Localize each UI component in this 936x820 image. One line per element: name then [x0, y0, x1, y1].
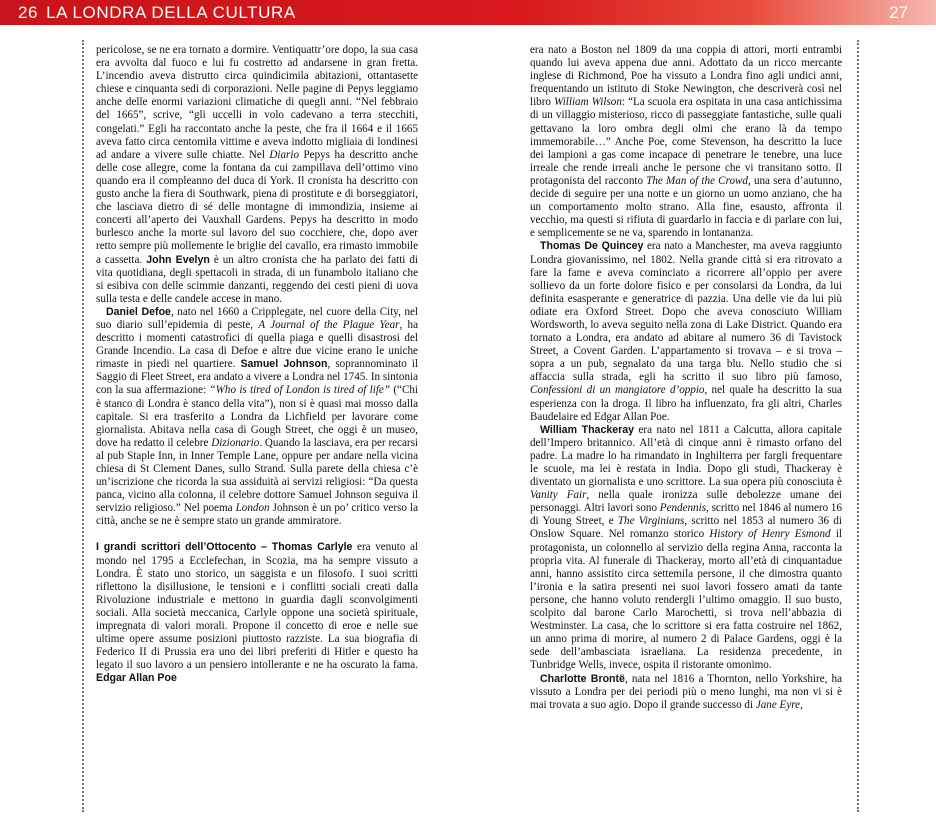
text-run: è un altro cronista che ha parlato dei fatti di vita quotidiana, degli spettacoli in strada, di un funambolo italiano che si esibiva con delle scimmie danzanti, reggendo dei cesti pieni di uova sulla testa e delle candele accese in mano. — [96, 253, 419, 305]
text-run: , nata nel 1816 a Thornton, nello Yorkshire, ha vissuto a Londra per dei periodi più o meno lunghi, ma non vi si è mai trovata a suo agio. Dopo il grande successo di — [530, 672, 843, 711]
author-name-bold: Charlotte Brontë — [540, 672, 625, 685]
paragraph-de-quincey — [530, 240, 842, 423]
italic-title: William Wilson — [554, 96, 622, 109]
text-run: era venuto al mondo nel 1795 a Ecclefechan, in Scozia, ma ha sempre vissuto a Londra. È stato uno storico, un saggista e un filosofo. I suoi scritti riflettono la disillusione, le tensioni e i conflitti sociali creati dalla Rivoluzione industriale e mettono in guardia dagli sconvolgimenti sociali. Alla società meccanica, Carlyle oppone una società spirituale, impregnata di valori morali. Propone il concetto di eroe e nelle sue ultime opere assume posizioni piuttosto razziste. La sua biografia di Federico II di Prussia era uno dei libri preferiti di Hitler e questo ha legato il suo lavoro a un pensiero intollerante e ne ha oscurato la fama. — [96, 541, 418, 672]
paragraph-carlyle — [96, 541, 418, 685]
paragraph-bronte — [530, 673, 842, 712]
italic-quote: “Who is tired of London is tired of life” — [209, 384, 391, 397]
paragraph-defoe-johnson — [96, 306, 418, 529]
header-bar — [0, 0, 936, 25]
italic-title: London — [235, 502, 270, 515]
italic-title: History of Henry Esmond — [709, 528, 831, 541]
text-run: , scritto nel 1846 al numero 16 di Young Street, e — [530, 502, 842, 528]
text-run: era nato a Manchester, ma aveva raggiunto Londra giovanissimo, nel 1802. Nella grande città si era ritrovato a fare la fame e aveva cominciato a ricorrere all’oppio per avere sollievo da un forte dolore fisico e per consolarsi da Londra, da lui definita esasperante e generatrice di pazzia. Una delle vie da lui più odiate era Oxford Street. Dopo che aveva conosciuto William Wordsworth, lo aveva seguito nella zona di Lake District. Quando era tornato a Londra, era andato ad abitare al numero 36 di Tavistock Street, a Covent Garden. L’appartamento si trovava – e si trova – sopra a un pub, segnalato da una targa blu. Nello studio che si affaccia sulla strada, egli ha scritto il suo libro più famoso, — [530, 240, 842, 384]
author-name-bold: Samuel Johnson — [240, 358, 328, 371]
text-run: il protagonista, un colonnello al servizio della regina Anna, racconta la propria vita. Al funerale di Thackeray, morto all’età di cinquantadue anni, hanno assistito circa settemila persone, il che dimostra quanto l’ironia e la satira presenti nei suoi lavori fossero amati da tante persone, che hanno voluto rendergli l’ultimo omaggio. Il suo busto, scolpito dal barone Carlo Marochetti, si trova nell’abbazia di Westminster. La casa, che lo scrittore si era fatta costruire nel 1862, un anno prima di morire, al numero 2 di Palace Gardens, oggi è la sede dell’ambasciata israeliana. La residenza precedente, in Tunbridge Wells, invece, ospita il ristorante omonimo. — [530, 528, 842, 672]
text-run: , una sera d’autunno, decide di seguire per una notte e un giorno un uomo anziano, che ha un comportamento molto strano. Alla fine, esausto, affronta il vecchio, ma questi si rifiuta di guardarlo in faccia e di parlare con lui, e semplicemente se ne va, sparendo in lontananza. — [530, 174, 842, 240]
author-name-bold: Daniel Defoe — [106, 305, 171, 318]
left-running-head — [18, 3, 296, 23]
text-run: era nato a Boston nel 1809 da una coppia di attori, morti entrambi quando lui aveva appena due anni. Adottato da un ricco mercante inglese di Richmond, Poe ha vissuto a Londra fino agli undici anni, frequentando un istituto di Stoke Newington, che descriverà così nel libro — [530, 44, 842, 109]
italic-title: Dizionario — [211, 436, 260, 449]
text-run: , scritto nel 1853 al numero 36 di Onslow Square. Nel romanzo storico — [530, 515, 842, 541]
author-name-bold: William Thackeray — [540, 423, 635, 436]
italic-title: The Virginians — [617, 515, 685, 528]
italic-title: Jane Eyre — [755, 698, 801, 711]
left-margin-rule — [82, 40, 84, 812]
italic-title: Pendennis — [659, 502, 707, 515]
text-run: , soprannominato il Saggio di Fleet Street, era andato a vivere a Londra nel 1745. In sintonia con la sua affermazione: — [96, 358, 419, 397]
text-run: . Quando la lasciava, era per recarsi al pub Staple Inn, in Inner Temple Lane, oppure per andare nella vicina chiesa di St Clement Danes, sullo Strand. Sulla parete della chiesa c’è un’iscrizione che ricorda la sua assiduità ai servizi religiosi: “Da questa panca, vicino alla colonna, il celebre dottore Samuel Johnson seguiva il servizio religioso.” Nel poema — [96, 436, 419, 515]
author-name-bold: Edgar Allan Poe — [96, 672, 177, 685]
author-name-bold: Thomas De Quincey — [540, 240, 644, 253]
left-page-title: LA LONDRA DELLA CULTURA — [46, 3, 296, 22]
paragraph-thackeray — [530, 424, 842, 673]
text-run: : “La scuola era ospitata in una casa antichissima di un villaggio misterioso, ricco di passeggiate fantastiche, sulle quali gettavano la loro ombra degli olmi che erano là da tempo immemorabile…” Anche Poe, come Stevenson, ha descritto la luce dei lampioni a gas come incapace di penetrare le tenebre, una luce irreale che rende irreali anche le persone che vi transitano sotto. Il protagonista del racconto — [530, 96, 842, 187]
italic-title: Vanity Fair — [530, 489, 587, 502]
left-page-number: 26 — [18, 3, 39, 22]
italic-title: Confessioni di un mangiatore d’oppio — [530, 384, 705, 397]
text-run: , nella quale ironizza sulle debolezze umane dei personaggi. Altri lavori sono — [530, 489, 842, 515]
text-run: Pepys ha descritto anche delle cose allegre, come la fontana da cui zampillava dell’ottimo vino quando era il compleanno del duca di York. Il cronista ha descritto con gusto anche la fiera di Southwark, piena di prostitute e di borseggiatori, che lasciava dietro di sé delle montagne di immondizia, insieme ai concerti all’aperto dei Vauxhall Gardens. Pepys ha descritto in modo burlesco anche la morte sul lavoro del suo cocchiere, che, dopo aver retto sempre più mollemente le briglie del cavallo, era rimasto immobile a cassetta. — [96, 148, 418, 266]
right-text-column — [530, 44, 842, 712]
left-text-column — [96, 44, 418, 686]
section-heading-bold: I grandi scrittori dell’Ottocento – Thomas Carlyle — [96, 541, 353, 554]
text-run: pericolose, se ne era tornato a dormire. Ventiquattr’ore dopo, la sua casa era avvolta dal fuoco e lui fu costretto ad andarsene in gran fretta. L’incendio aveva distrutto circa quindicimila abitazioni, ottantasette chiese e cinquanta sedi di corporazioni. Nelle pagine di Pepys leggiamo anche delle enormi variazioni climatiche di quegli anni. “Nel febbraio del 1665”, scrive, “gli uccelli in volo cadevano a terra stecchiti, congelati.” Egli ha raccontato anche la peste, che fra il 1664 e il 1665 aveva fatto circa centomila vittime e aveva indotto migliaia di londinesi ad andare a vivere sulle chiatte. Nel — [96, 44, 418, 161]
author-name-bold: John Evelyn — [146, 253, 210, 266]
paragraph-pepys-evelyn — [96, 44, 418, 306]
right-margin-rule — [857, 40, 859, 812]
italic-title: Diario — [269, 148, 299, 161]
text-run: Johnson è un po’ critico verso la città, anche se ne è sempre stato un grande ammiratore. — [96, 502, 418, 528]
text-run: , nato nel 1660 a Cripplegate, nel cuore della City, nel suo diario sull’epidemia di peste, — [96, 305, 418, 331]
text-run: (“Chi è stanco di Londra è stanco della vita”), non si è quasi mai mosso dalla capitale. Si era trasferito a Londra da Lichfield per lavorare come giornalista. Abitava nella casa di Gough Street, che oggi è un museo, dove ha redatto il celebre — [96, 384, 419, 449]
italic-title: The Man of the Crowd — [646, 174, 748, 187]
right-page-number: 27 — [889, 3, 908, 22]
text-run: , — [800, 698, 803, 711]
italic-title: A Journal of the Plague Year — [258, 318, 400, 331]
text-run: era nato nel 1811 a Calcutta, allora capitale dell’Impero britannico. All’età di cinque anni è rimasto orfano del padre. La madre lo ha rimandato in Inghilterra per fargli frequentare le scuole, ma lei è restata in India. Dopo gli studi, Thackeray è diventato un giornalista e uno scrittore. La sua opera più conosciuta è — [530, 423, 842, 489]
text-run: , nel quale ha descritto la sua esperienza con la droga. Il libro ha influenzato, fra gli altri, Charles Baudelaire ed Edgar Allan Poe. — [530, 384, 842, 423]
text-run: , ha descritto i momenti catastrofici di quella piaga e quelli disastrosi del Grande Incendio. La casa di Defoe e altre due vicine erano le uniche rimaste in piedi nel quartiere. — [96, 318, 418, 371]
paragraph-poe — [530, 44, 842, 240]
